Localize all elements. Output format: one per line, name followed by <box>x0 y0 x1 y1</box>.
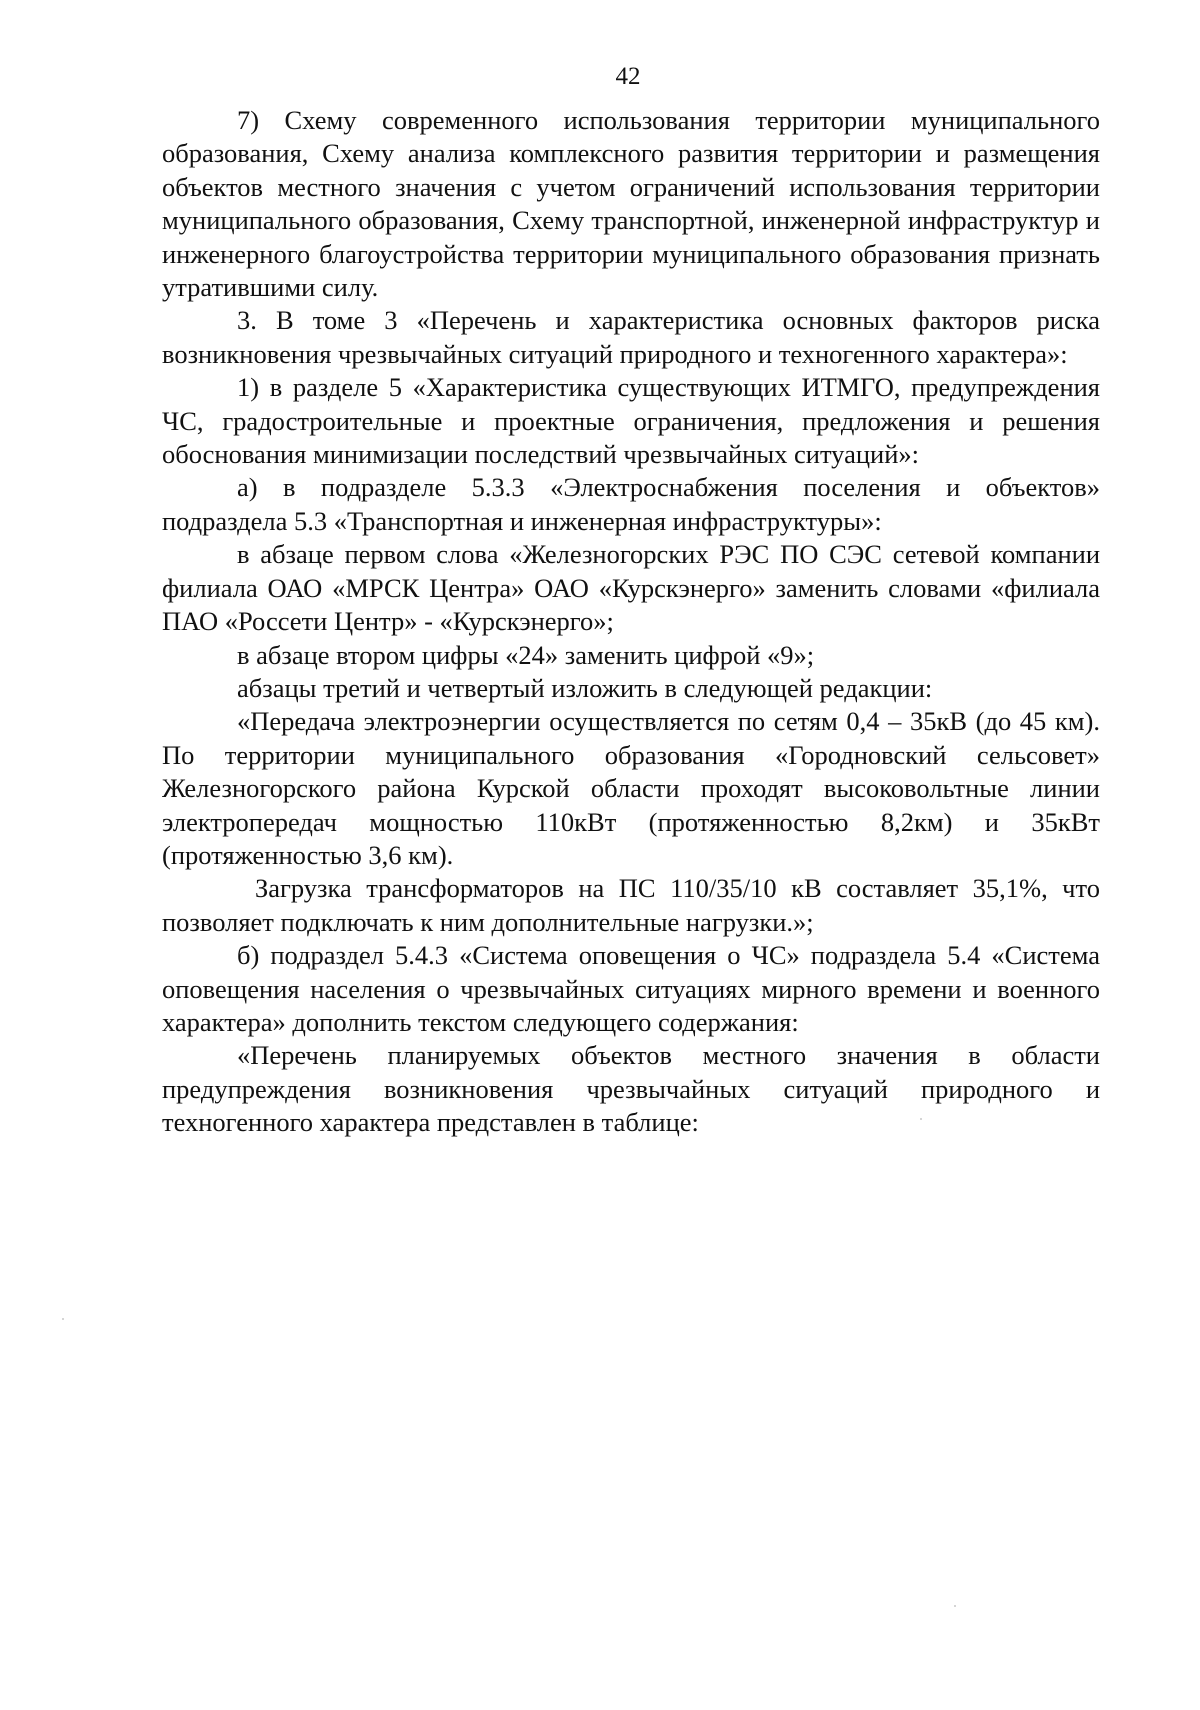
paragraph-transformer-load: Загрузка трансформаторов на ПС 110/35/10 кВ составляет 35,1%, что позволяет подключать к ним дополнительные нагрузки.»; <box>162 873 1100 937</box>
page-number: 42 <box>615 63 641 90</box>
paragraph-first-abzac: в абзаце первом слова «Железногорских РЭС ПО СЭС сетевой компании филиала ОАО «МРСК Центра» ОАО «Курскэнерго» заменить словами «филиала ПАО «Россети Центр» - «Курскэнерго»; <box>162 539 1100 637</box>
paragraph-power-transmission: «Передача электроэнергии осуществляется по сетям 0,4 – 35кВ (до 45 км). По территории муниципального образования «Городновский сельсовет» Железногорского района Курской области проходят высоковольтные линии электропередач мощностью 110кВт (протяженностью 8,2км) и 35кВт (протяженностью 3,6 км). <box>162 706 1100 870</box>
paragraph-item-7: 7) Схему современного использования территории муниципального образования, Схему анализа комплексного развития территории и размещения объектов местного значения с учетом ограничений использования территории муниципального образования, Схему транспортной, инженерной инфраструктур и инженерного благоустройства территории муниципального образования признать утратившими силу. <box>162 105 1100 303</box>
paragraph-planned-objects: «Перечень планируемых объектов местного значения в области предупреждения возникновения чрезвычайных ситуаций природного и техногенного характера представлен в таблице: <box>162 1040 1100 1138</box>
paragraph-section-5: 1) в разделе 5 «Характеристика существующих ИТМГО, предупреждения ЧС, градостроительные и проектные ограничения, предложения и решения обоснования минимизации последствий чрезвычайных ситуаций»: <box>162 372 1100 470</box>
scan-speck <box>920 1118 922 1120</box>
paragraph-subsection-5-3-3: а) в подразделе 5.3.3 «Электроснабжения поселения и объектов» подраздела 5.3 «Транспортная и инженерная инфраструктуры»: <box>162 472 1100 536</box>
scan-speck <box>954 1605 956 1607</box>
paragraph-third-fourth-abzac: абзацы третий и четвертый изложить в следующей редакции: <box>237 672 933 703</box>
paragraph-volume-3: 3. В томе 3 «Перечень и характеристика основных факторов риска возникновения чрезвычайных ситуаций природного и техногенного характера»: <box>162 305 1100 369</box>
scan-speck <box>62 1318 64 1320</box>
paragraph-subsection-5-4-3: б) подраздел 5.4.3 «Система оповещения о ЧС» подраздела 5.4 «Система оповещения населения о чрезвычайных ситуациях мирного времени и военного характера» дополнить текстом следующего содержания: <box>162 940 1100 1037</box>
document-body <box>162 104 1100 1140</box>
paragraph-second-abzac: в абзаце втором цифры «24» заменить цифрой «9»; <box>237 639 815 670</box>
